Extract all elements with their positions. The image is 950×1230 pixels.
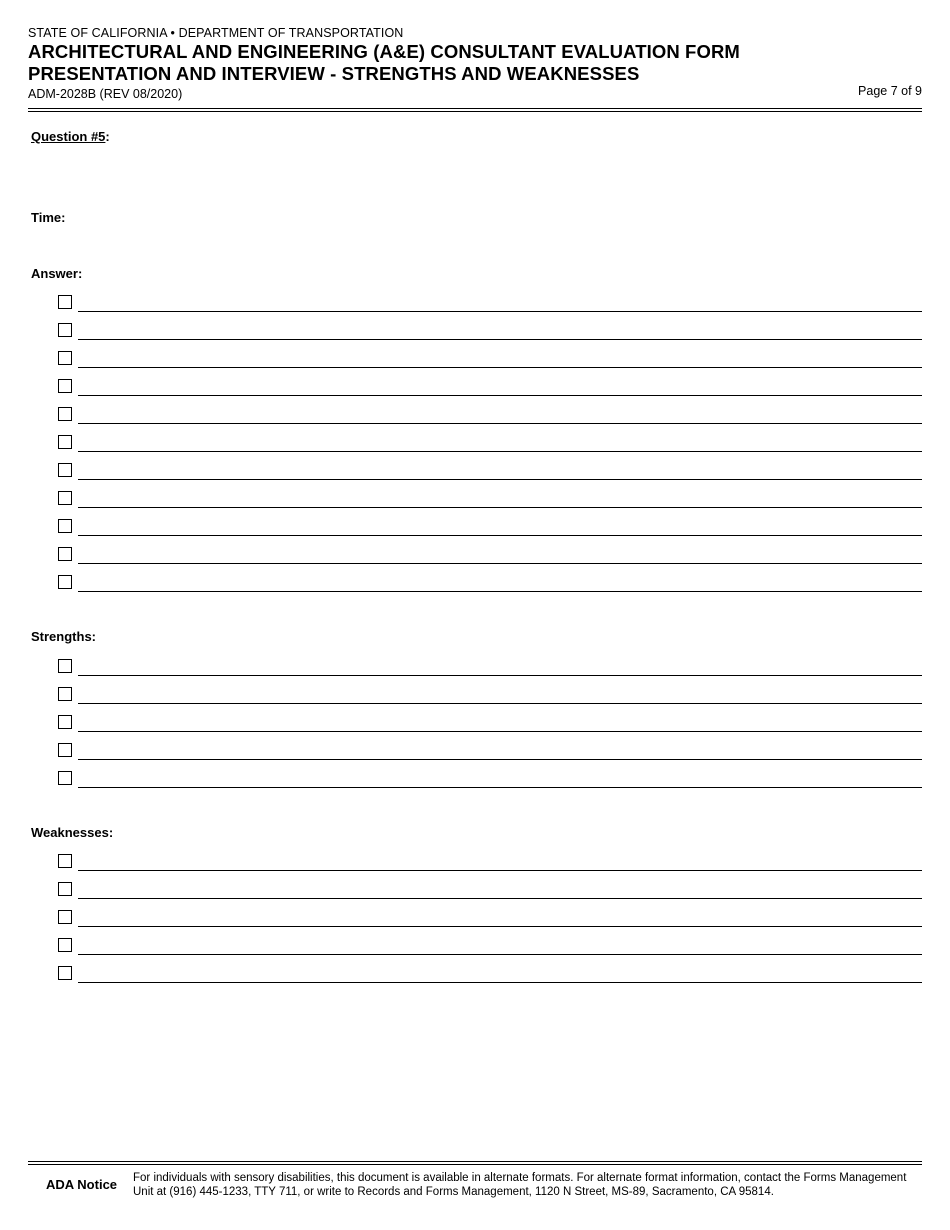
strengths-checkbox[interactable] [58,715,72,729]
answer-row [58,351,922,369]
answer-write-line[interactable] [78,591,922,592]
strengths-row [58,715,922,733]
strengths-checkbox[interactable] [58,659,72,673]
strengths-checkbox[interactable] [58,771,72,785]
answer-row [58,323,922,341]
answer-checkbox[interactable] [58,547,72,561]
ada-notice-text: For individuals with sensory disabilities, this document is available in alternate formats. For alternate format information, contact the Forms Management Unit at (916) 445-1233, TTY 711, or write to Records and Forms Management, 1120 N Street, MS-89, Sacramento, CA 95814. [133,1172,907,1198]
form-header [28,26,922,102]
strengths-write-line[interactable] [78,703,922,704]
answer-write-line[interactable] [78,367,922,368]
answer-label: Answer: [31,266,83,281]
form-title-line-1: ARCHITECTURAL AND ENGINEERING (A&E) CONSULTANT EVALUATION FORM [28,41,740,62]
weaknesses-checkbox[interactable] [58,854,72,868]
strengths-write-line[interactable] [78,787,922,788]
answer-row [58,295,922,313]
weaknesses-write-line[interactable] [78,898,922,899]
strengths-row [58,743,922,761]
weaknesses-checkbox[interactable] [58,966,72,980]
weaknesses-row [58,854,922,872]
weaknesses-row [58,910,922,928]
time-label: Time: [31,210,66,225]
answer-write-line[interactable] [78,339,922,340]
ada-notice-label: ADA Notice [46,1177,118,1192]
answer-row [58,519,922,537]
strengths-row [58,687,922,705]
answer-row [58,575,922,593]
answer-checkbox[interactable] [58,295,72,309]
answer-write-line[interactable] [78,451,922,452]
answer-checkbox[interactable] [58,435,72,449]
answer-write-line[interactable] [78,563,922,564]
footer-divider [28,1161,922,1165]
answer-write-line[interactable] [78,507,922,508]
answer-checkbox[interactable] [58,379,72,393]
answer-write-line[interactable] [78,311,922,312]
weaknesses-write-line[interactable] [78,926,922,927]
answer-write-line[interactable] [78,395,922,396]
weaknesses-checkbox[interactable] [58,938,72,952]
page-number: Page 7 of 9 [858,84,922,98]
strengths-write-line[interactable] [78,759,922,760]
answer-row [58,379,922,397]
answer-checkbox[interactable] [58,407,72,421]
form-title-line-2: PRESENTATION AND INTERVIEW - STRENGTHS AND WEAKNESSES [28,63,640,84]
weaknesses-write-line[interactable] [78,982,922,983]
answer-row [58,435,922,453]
weaknesses-label: Weaknesses: [31,825,114,840]
answer-row [58,547,922,565]
answer-checkbox[interactable] [58,351,72,365]
strengths-row [58,659,922,677]
header-divider [28,108,922,112]
strengths-label: Strengths: [31,629,96,644]
answer-checkbox[interactable] [58,323,72,337]
answer-write-line[interactable] [78,423,922,424]
answer-checkbox[interactable] [58,463,72,477]
weaknesses-row [58,938,922,956]
strengths-row [58,771,922,789]
answer-checkbox[interactable] [58,519,72,533]
answer-write-line[interactable] [78,479,922,480]
strengths-write-line[interactable] [78,731,922,732]
strengths-checkbox[interactable] [58,687,72,701]
answer-row [58,463,922,481]
agency-name: STATE OF CALIFORNIA • DEPARTMENT OF TRANSPORTATION [28,26,404,40]
question-label [31,129,110,144]
weaknesses-row [58,882,922,900]
weaknesses-checkbox[interactable] [58,910,72,924]
strengths-write-line[interactable] [78,675,922,676]
answer-row [58,407,922,425]
strengths-checkbox[interactable] [58,743,72,757]
weaknesses-checkbox[interactable] [58,882,72,896]
answer-checkbox[interactable] [58,575,72,589]
form-number: ADM-2028B (REV 08/2020) [28,87,183,101]
answer-checkbox[interactable] [58,491,72,505]
answer-row [58,491,922,509]
weaknesses-write-line[interactable] [78,954,922,955]
question-number: Question #5 [31,129,106,144]
weaknesses-write-line[interactable] [78,870,922,871]
answer-write-line[interactable] [78,535,922,536]
question-colon: : [105,129,110,144]
weaknesses-row [58,966,922,984]
